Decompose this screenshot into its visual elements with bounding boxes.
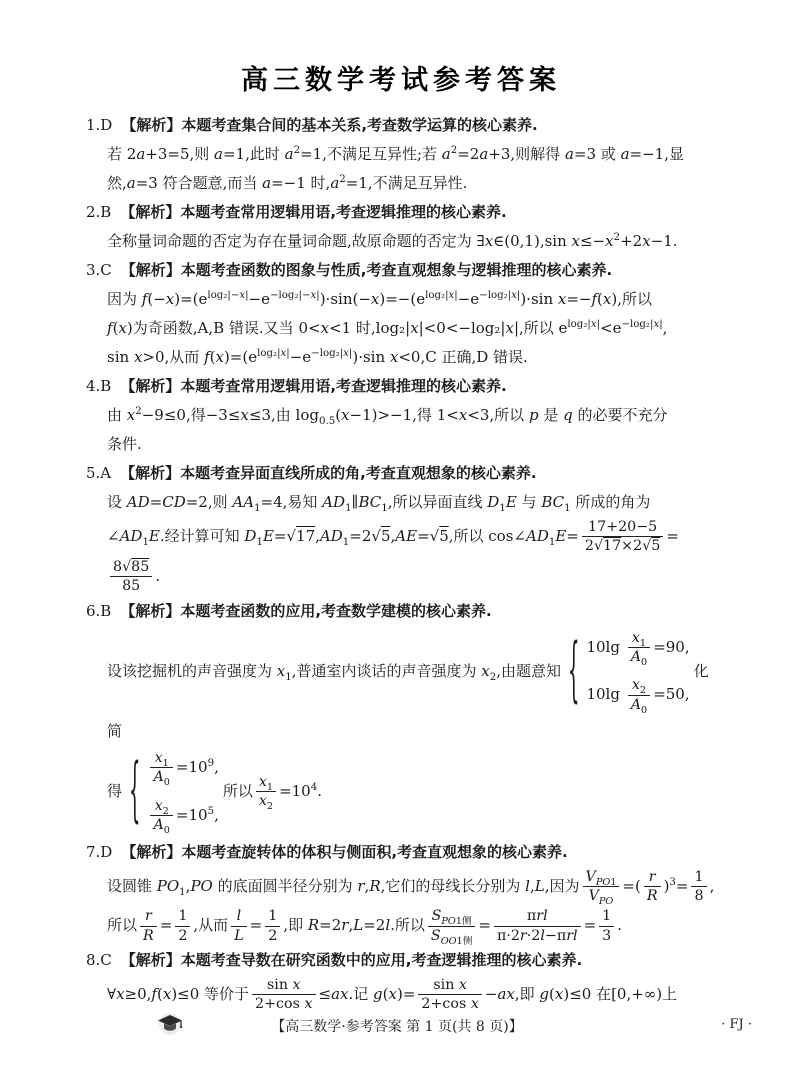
answer-number: 6.B <box>86 601 112 620</box>
solution-line: ∀x≥0,f(x)≤0 等价于 $\frac{\text{sin x}}{\text{2+cos x}}$ ≤ax.记 g(x)= $\frac{\text{sin x}}{\text{2+cos x}}$ −ax,即 g(x)≤0 在[0,+∞)上 <box>107 977 678 1013</box>
solution-line: $\frac{8√85}{85}$ . <box>107 557 716 597</box>
analysis-text: 【解析】本题考查集合间的基本关系,考查数学运算的核心素养. <box>121 116 538 134</box>
answer-item-4 <box>86 372 716 459</box>
answer-item-6 <box>86 597 716 838</box>
analysis-text: 【解析】本题考查旋转体的体积与侧面积,考查直观想象的核心素养. <box>121 842 568 861</box>
solution-line: sin x>0,从而 $f(x)=(e^{log_2|x|}-e^{-log_2|x|})\cdot\sin$ x<0,C 正确,D 错误. <box>107 348 528 366</box>
answer-head <box>86 111 716 140</box>
footer-page-info: 【高三数学·参考答案 第 1 页(共 8 页)】 <box>271 1019 523 1035</box>
answer-head <box>86 372 716 401</box>
answer-head <box>86 256 716 285</box>
analysis-text: 【解析】本题考查异面直线所成的角,考查直观想象的核心素养. <box>120 464 537 482</box>
solution-line: 因为 $f(-x)=(e^{log_2|-x|}-e^{-log_2|-x|})\cdot\sin(-x)=-(e^{log_2|x|}-e^{-log_2|x|})\cdot\sin$ x=−f(x),所以 <box>107 290 652 308</box>
answer-number: 2.B <box>86 203 112 221</box>
answer-item-1 <box>86 111 716 198</box>
answer-item-3 <box>86 256 716 372</box>
solution-line: 然,a=3 符合题意,而当 a=−1 时$,a^2=1$,不满足互异性. <box>107 174 468 192</box>
answer-number: 3.C <box>86 261 112 279</box>
answer-item-7 <box>86 838 716 947</box>
answer-head <box>86 597 716 626</box>
graduation-cap-icon <box>156 1012 184 1036</box>
page-title: 高三数学考试参考答案 <box>241 65 561 96</box>
solution-line: $\angle AD_1E$.经计算可知 $D_1E=√17,AD_1=2√5,AE=√5$,所以 $\cos\angle AD_1E=$ $\frac{17+20-5}{2√17\times 2√5}$ = <box>107 519 679 555</box>
solution-line: 条件. <box>107 435 142 453</box>
answer-item-8 <box>86 946 716 1015</box>
page-footer <box>0 1016 794 1046</box>
solution-line: 设圆锥 $PO_1,PO$ 的底面圆半径分别为 r,R,它们的母线长分别为 l,L,因为 $\frac{V_{PO1}}{V_{PO}}$ =( $\frac{r}{R}$ )$^3$= $\frac{1}{8}$ , <box>107 868 715 907</box>
solution-line: 设该挖掘机的声音强度为 $x_1$,普通室内谈话的声音强度为 $x_2$,由题意知 { 10lg $\frac{x_1}{A_0}$ =90, 10lg $\frac{x_2}{A_0}$ =50, 化简 <box>107 629 709 740</box>
answer-number: 4.B <box>86 377 112 395</box>
answer-item-5 <box>86 459 716 597</box>
answer-number: 1.D <box>86 116 113 134</box>
analysis-text: 【解析】本题考查常用逻辑用语,考查逻辑推理的核心素养. <box>120 203 507 221</box>
solution-line: f(x)为奇函数,A,B 错误.又当 0<x<1 时,log₂|x|<0<−log₂|x|,所以 $e^{log_2|x|}<e^{-log_2|x|}$, <box>107 319 668 337</box>
answer-head <box>86 946 716 975</box>
solution-line: 所以 $\frac{r}{R}$ = $\frac{1}{2}$ ,从而 $\frac{l}{L}$ = $\frac{1}{2}$ ,即 R=2r,L=2l.所以 $\frac{S_{PO1侧}}{S_{OO1侧}}$ = $\frac{\text{πrl}}{\text{π·2r·2l−πrl}}$ = $\frac{1}{3}$ . <box>107 908 623 947</box>
answer-item-2 <box>86 198 716 256</box>
solution-line: 全称量词命题的否定为存在量词命题,故原命题的否定为 ∃x∈(0,1),sin $x\le-x^2+2x-1$. <box>107 232 678 250</box>
answer-number: 5.A <box>86 464 112 482</box>
analysis-text: 【解析】本题考查函数的应用,考查数学建模的核心素养. <box>120 601 492 620</box>
solution-line: 由 $x^2-9\le 0$,得−3≤x≤3,由 $\log_{0.5}(x-1)>-1$,得 1<x<3,所以 p 是 q 的必要不充分 <box>107 406 668 427</box>
solution-line: 设 AD=CD=2,则 $AA_1=4$,易知 $AD_1\parallel BC_1$,所以异面直线 $D_1E$ 与 $BC_1$ 所成的角为 <box>107 493 651 514</box>
analysis-text: 【解析】本题考查常用逻辑用语,考查逻辑推理的核心素养. <box>120 377 507 395</box>
answer-number: 8.C <box>86 951 112 969</box>
answer-head <box>86 198 716 227</box>
analysis-text: 【解析】本题考查函数的图象与性质,考查直观想象与逻辑推理的核心素养. <box>120 261 613 279</box>
answer-number: 7.D <box>86 842 113 861</box>
solution-line: 得 { $\frac{x_1}{A_0}$ $=10^9$, $\frac{x_2}{A_0}$ $=10^5$, 所以 $\frac{x_1}{x_2}$ $=10^4$. <box>107 750 322 836</box>
answer-head <box>86 459 716 488</box>
solution-line: 若 2a+3=5,则 a=1,此时 $a^2=1$,不满足互异性;若 $a^2=2a+3$,则解得 a=3 或 a=−1,显 <box>107 145 684 163</box>
footer-code: · FJ · <box>721 1017 752 1032</box>
answer-head <box>86 838 716 867</box>
analysis-text: 【解析】本题考查导数在研究函数中的应用,考查逻辑推理的核心素养. <box>120 951 583 969</box>
